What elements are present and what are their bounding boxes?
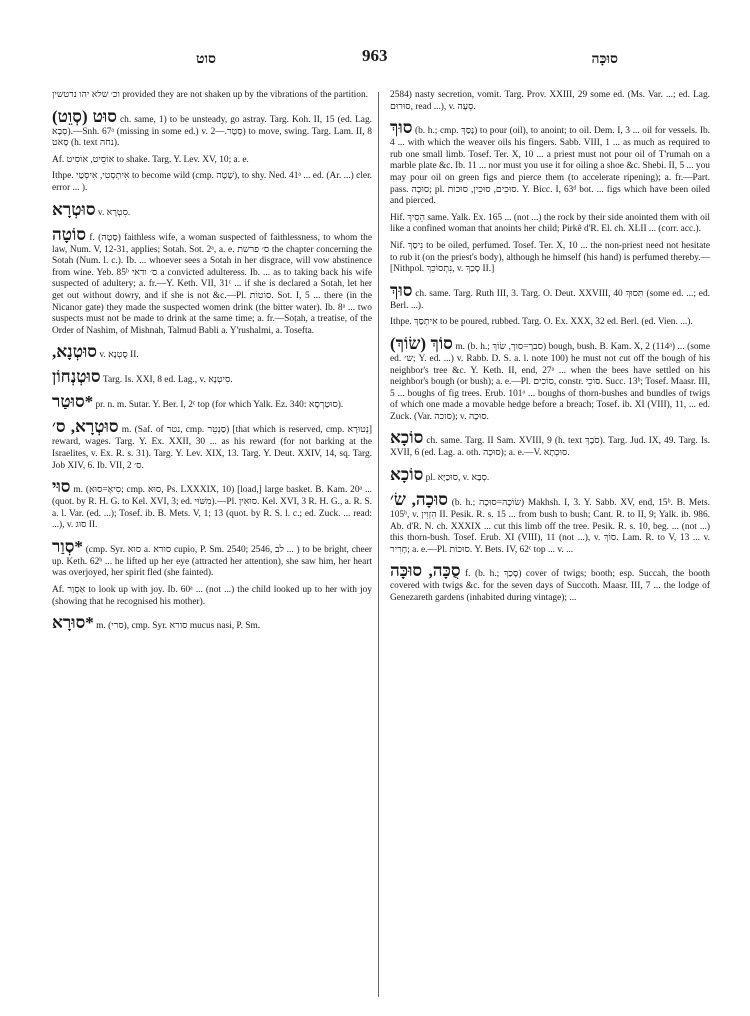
entry-text: Hif. הֵסִיךְ same. Yalk. Ex. 165 ... (not ...) the rock by their side anointed them with oil like a confined woman that anoints her child; Pirkê d'R. El. ch. XLII ... (corr. acc.).: [390, 212, 710, 235]
entry-text: Ithpe. אִיתְסַךְ to be poured, rubbed. Targ. O. Ex. XXX, 32 ed. Berl. (ed. Vien. ...).: [390, 317, 693, 328]
dictionary-entry: [52, 367, 372, 387]
dictionary-entry: [52, 613, 372, 633]
dictionary-entry: [52, 171, 372, 194]
entry-text: f. (סָטָה) faithless wife, a woman suspected of faithlessness, to whom the law, Num. V, 12-31, applies; Sotah. Sot. 2ᵃ, a. e. ס׳ פרשת the chapter concerning the Sotah (Num. l. c.). Ib. ... whoever sees a Sotah in her disgrace, will vow abstinence from wine. Yeb. 85ᵇ ס׳ ודאי a convicted adulteress. Ib. ... as to taking back his wife suspected of adultery; a. fr.—Y. Keth. VII, 31ᶜ ... if she is declared a Sotah, let her get out without dowry, and if she is not &c.—Pl. סוֹטוֹת. Sot. I, 5 ... there (in the Nicanor gate) they made the suspected women drink (the bitter water). Ib. 8ᵃ ... two suspects must not be made to drink at the same time; a. fr.—Soṭah, a treatise, of the Order of Nashim, of Mishnah, Talmud Babli a. Y'rushalmi, a. Tosefta.: [52, 232, 372, 336]
entry-headword: סוֹךְ (שׂוֹךְ): [390, 333, 453, 353]
entry-text: pr. n. m. Sutar. Y. Ber. I, 2ᶜ top (for which Yalk. Ez. 340: סוּטַרְסָא).: [95, 400, 344, 411]
dictionary-entry: [390, 428, 710, 460]
dictionary-entry: [52, 537, 372, 580]
dictionary-entry: [390, 561, 710, 604]
dictionary-entry: [390, 213, 710, 236]
entry-headword: *סְוַר: [52, 536, 83, 556]
entry-headword: סוּכָה, שׂ׳: [390, 490, 448, 510]
entry-text: Targ. Is. XXI, 8 ed. Lag., v. סִיטְנָא.: [102, 375, 233, 386]
page-header: [36, 44, 718, 74]
entry-headword: סוֹכָא: [390, 428, 424, 448]
entry-headword: סוּטְרָא, ס׳: [52, 417, 119, 437]
entry-text: v. סֻטְנָא II.: [99, 350, 139, 361]
entry-headword: *סוּרָא: [52, 613, 94, 633]
dictionary-entry: [390, 317, 710, 329]
dictionary-entry: [390, 90, 710, 113]
dictionary-entry: [52, 225, 372, 338]
left-column: [52, 90, 372, 1005]
dictionary-entry: [52, 417, 372, 472]
dictionary-entry: [52, 477, 372, 532]
dictionary-entry: [52, 392, 372, 412]
entry-headword: סֻכָּה, סוּכָּה: [390, 561, 461, 581]
entry-text: f. (b. h.; סָכַךְ) cover of twigs; booth; esp. Succah, the booth covered with twigs &c. for the seven days of Succoth. Maasr. III, 7 ... the lodge of Genezareth gardens (inhabited during vintage); ...: [390, 569, 710, 604]
entry-text: ch. same. Targ. II Sam. XVIII, 9 (h. text סֹבֶךְ). Targ. Jud. IX, 49. Targ. Is. XVII, 6 (ed. Lag. a. oth. סוּכָה); a. e.—V. סוּכְתָא.: [390, 436, 710, 459]
entry-headword: סוּךְ: [390, 118, 413, 138]
right-running-head: סוּכָּה: [591, 52, 618, 67]
entry-text: v. סִטְרָא.: [97, 207, 131, 218]
dictionary-entry: [390, 334, 710, 424]
dictionary-entry: [390, 490, 710, 556]
dictionary-entry: [52, 200, 372, 220]
dictionary-entry: [390, 241, 710, 276]
entry-headword: סוּטְנָא,: [52, 342, 97, 362]
dictionary-entry: [390, 118, 710, 208]
entry-text: 2584) nasty secretion, vomit. Targ. Prov. XXIII, 29 some ed. (Ms. Var. ...; ed. Lag. סוּרוּם, read ...), v. סְעָה.: [390, 90, 710, 112]
entry-text: Af. אַסְוַר to look up with joy. Ib. 60ᵃ ... (not ...) the child looked up to her with joy (showing that he recognised his mother).: [52, 585, 372, 607]
entry-text: ch. same, 1) to be unsteady, go astray. Targ. Koh. II, 15 (ed. Lag. סְבָא).—Snh. 67ᵃ (missing in some ed.) v. סְטָר.—2) to move, swing. Targ. Lam. II, 8 סָאט (h. text נחה).: [52, 114, 372, 149]
dictionary-entry: [52, 155, 372, 167]
entry-text: ch. same. Targ. Ruth III, 3. Targ. O. Deut. XXVIII, 40 תִּסוּךְ (some ed. ...; ed. Berl. ...).: [390, 288, 710, 311]
entry-text: m. (b. h.; סבך=סוך, שׂוֹךְ) bough, bush. B. Kam. X, 2 (114ᵃ) ... (some ed. ש׳; Y. ed. ...) v. Rabb. D. S. a. l. note 100) he must not cut off the bough of his neighbor's tree &c. Y. Keth. II, end, 27ᵃ ... when the bees have settled on his neighbor's bough (or bush); a. e.—Pl. סוֹכִים, constr. סוֹכֵי. Succ. 13ᵇ; Tosef. Maasr. III, 5 ... boughs of fig trees. Erub. 101ᵃ ... boughs of thorn-bushes and bundles of twigs of which one made a movable hedge before a breach; Tosef. ib. XI (VIII), 11, ... ed. Zuck. (Var. סוכה); v. סוּכָה.: [390, 341, 710, 422]
entry-text: m. (סרי), cmp. Syr. סורא mucus nasi, P. Sm.: [96, 621, 261, 632]
entry-headword: סוּטְנְחוֹן: [52, 367, 101, 387]
entry-headword: סוּי: [52, 477, 71, 497]
dictionary-entry: [52, 585, 372, 608]
column-divider: [378, 92, 379, 997]
entry-text: (b. h.; שׂוֹכָה=סוּכָה) Makhsh. I, 3. Y. Sabb. XV, end, 15ᵇ. B. Mets. 105ᵇ, v. הִזְוִין II. Pesik. R. s. 15 ... from bush to bush; Cant. R. to II, 9; Yalk. ib. 986. Ab. d'R. N. ch. XXXIX ... cut this limb off the tree. Pesik. R. s. 10, beg. ... (not ...) this thorn-bush. Tosef. Erub. XI (VIII), 11 (not ...), v. סוֹךְ. Lam. R. to V, 13 ... v. חָרִיר; a. e.—Pl. סוּכוֹת. Y. Bets. IV, 62ᶜ top ... v. ...: [390, 498, 710, 555]
entry-headword: סוֹטָה: [52, 224, 87, 244]
entry-text: Nif. נִיסַךְ to be oiled, perfumed. Tosef. Ter. X, 10 ... the non-priest need not hesitate to rub it (on the priest's body), although he himself (his hand) is perfumed thereby.—[Nithpol. נִתְסוֹכֵךְ, v. סָכַךְ II.]: [390, 240, 710, 275]
entry-text: (cmp. Syr. סוא a. סורא cupio, P. Sm. 2540; 2546, לב ... ) to be bright, cheer up. Keth. 62ᵇ ... he lifted up her eye (attracted her attention), she saw him, her heart was overjoyed, her spirit fled (she fainted).: [52, 544, 372, 579]
entry-headword: *סוּטַר: [52, 392, 94, 412]
dictionary-entry: [52, 342, 372, 362]
entry-headword: סוֹכָא: [390, 465, 424, 485]
entry-text: וכ׳ שלא יהו נרטשין provided they are not shaken up by the vibrations of the partition.: [52, 90, 369, 100]
page-number: 963: [362, 46, 388, 65]
entry-headword: סוּט (סְוֵט): [52, 106, 117, 126]
entry-text: m. (סִיאָ=סוּא; cmp. סוּא, Ps. LXXXIX, 10) [load,] large basket. B. Kam. 20ᵃ ... (quot. by R. H. G. to Kel. XVI, 3; ed. מִשֹּׁוּי).—Pl. סוּאִין. Kel. XVI, 3 R. H. G., a. R. S. a. l. Var. (ed. ...); Tosef. ib. B. Mets. V, 1; 13 (quot. by R. S. l. c.; ed. Zuck. ... read: ...), v. סוּג II.: [52, 485, 372, 531]
dictionary-entry: [52, 90, 372, 102]
entry-text: m. (Saf. of נטר, cmp. סַנְטֵר) [that which is reserved, cmp. נְטוּרָא] reward, wages. Targ. Y. Ex. XXII, 30 ... as his reward (for not barking at the Israelites, v. Ex. R. s. 31). Targ. Y. Lev. XIX, 13. Targ. Y. Deut. XXIV, 14, sq. Targ. Job XIV, 6. Ib. VII, 2 ס׳.: [52, 425, 372, 471]
entry-text: Af. אוֹסֵיט, אוֹסִיט to shake. Targ. Y. Lev. XV, 10; a. e.: [52, 154, 249, 165]
dictionary-entry: [52, 107, 372, 150]
entry-text: pl. סוּכַיָּא, v. סְבָא.: [425, 473, 490, 484]
entry-headword: סוּטְרָא: [52, 199, 96, 219]
entry-text: Ithpe. אִיתְסְטִי, אִיסְטַי to become wild (cmp. שָׁטָה), to shy. Ned. 41ᵃ ... ed. (Ar. ...) cler. error ... ).: [52, 171, 372, 193]
dictionary-entry: [390, 281, 710, 313]
right-column: [390, 90, 710, 1005]
dictionary-entry: [390, 465, 710, 485]
entry-text: (b. h.; cmp. נָסַךְ) to pour (oil), to anoint; to oil. Dem. I, 3 ... oil for vessels. Ib. 4 ... with which the weaver oils his fingers. Sabb. VIII, 1 ... as much as required to rub one small limb. Tosef. Ter. X, 10 ... a priest must not pour oil of T'rumah on a marble plate &c. Ib. 11 ... nor must you use it for oiling a shoe &c. Shebi. II, 5 ... you may pour oil on green figs and pierce them (to accelerate ripening); a. fr.—Part. pass. סוּכָה; pl. סוּכִים, סוּכִין, סוּכוֹת. Y. Bicc. I, 63ᵈ bot. ... figs which have been oiled and pierced.: [390, 126, 710, 207]
entry-headword: סוּךְ: [390, 280, 413, 300]
left-running-head: סוט: [196, 52, 217, 67]
